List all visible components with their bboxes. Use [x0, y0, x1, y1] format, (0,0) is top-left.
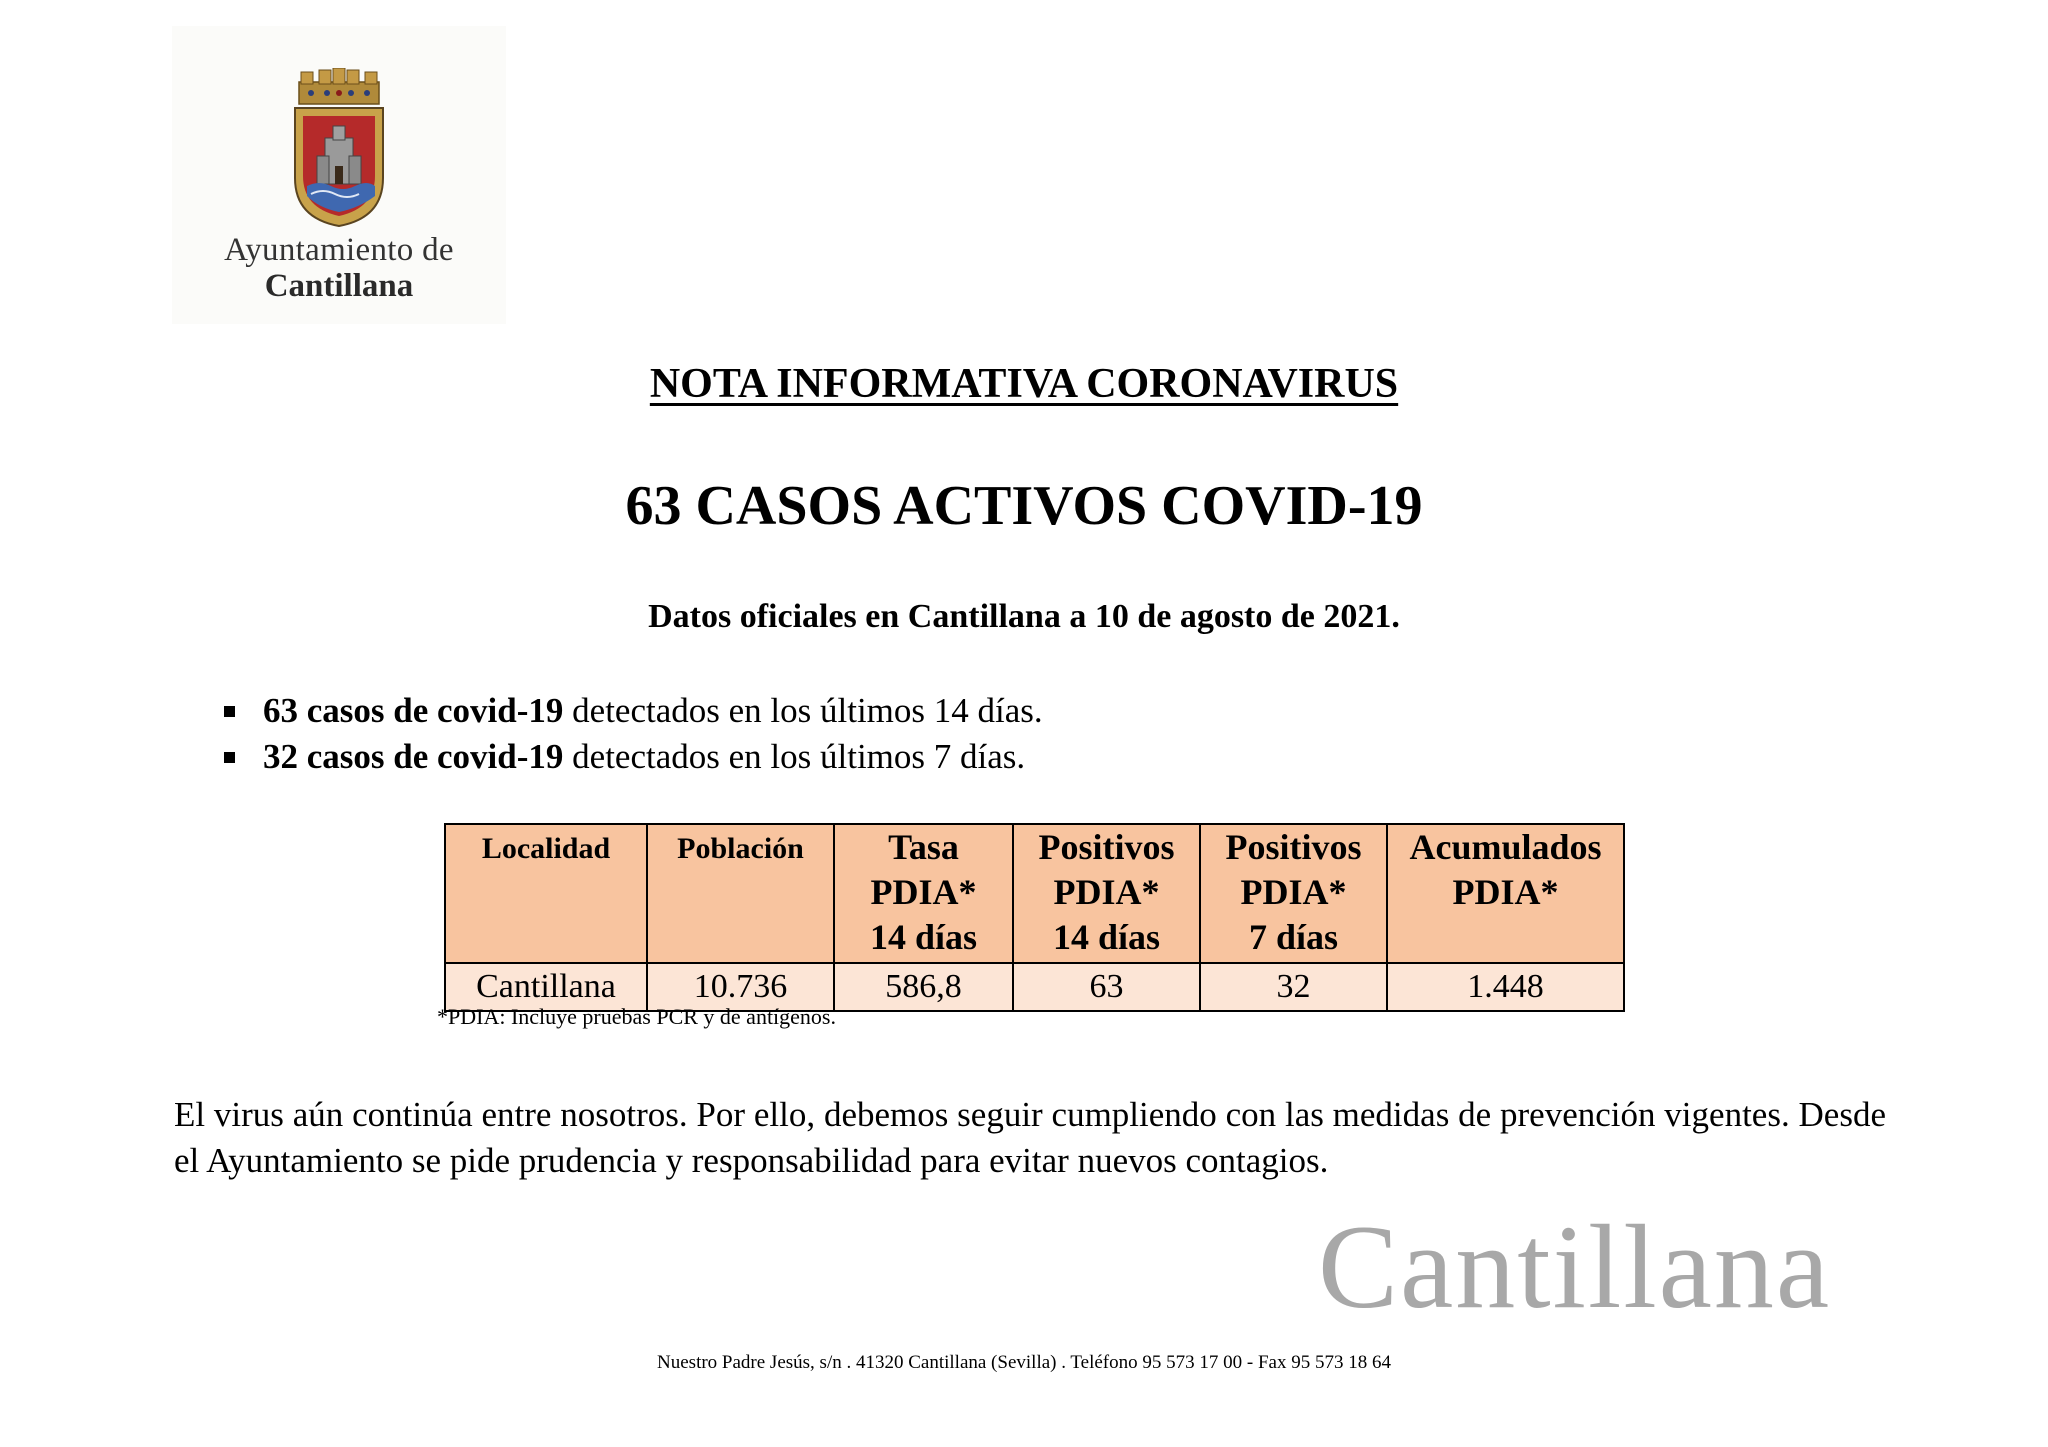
header-line: Tasa: [888, 827, 959, 867]
page-heading: NOTA INFORMATIVA CORONAVIRUS: [649, 361, 1399, 407]
square-bullet-icon: [224, 752, 235, 763]
table-footnote: *PDIA: Incluye pruebas PCR y de antígenos.: [437, 1004, 836, 1029]
header-line: PDIA*: [870, 872, 977, 912]
bullet-text: detectados en los últimos 14 días.: [563, 691, 1043, 730]
header-line: 14 días: [869, 917, 978, 957]
header-positivos-14: [1013, 824, 1200, 963]
watermark-text: Cantillana: [1318, 1200, 1832, 1333]
header-line: PDIA*: [1452, 872, 1559, 912]
list-item: [220, 688, 1620, 734]
table-header-row: [445, 824, 1624, 963]
bullet-list: [220, 688, 1620, 780]
bullet-bold-text: 32 casos de covid-19: [263, 737, 564, 776]
cell-poblacion: 10.736: [647, 963, 834, 1011]
cell-tasa: 586,8: [834, 963, 1013, 1011]
cell-localidad: Cantillana: [445, 963, 647, 1011]
page-title: 63 CASOS ACTIVOS COVID-19: [625, 475, 1423, 537]
header-line: PDIA*: [1240, 872, 1347, 912]
header-poblacion: [647, 824, 834, 963]
cell-positivos-14: 63: [1013, 963, 1200, 1011]
logo-text-ayuntamiento: Ayuntamiento de: [224, 232, 454, 268]
header-positivos-7: [1200, 824, 1387, 963]
bullet-text: detectados en los últimos 7 días.: [563, 737, 1026, 776]
header-line: Población: [677, 832, 804, 865]
logo-block: [172, 26, 506, 324]
logo-text-cantillana: Cantillana: [264, 268, 414, 304]
header-line: PDIA*: [1053, 872, 1160, 912]
header-line: Acumulados: [1409, 827, 1602, 867]
stats-table: [444, 823, 1625, 1012]
cell-positivos-7: 32: [1200, 963, 1387, 1011]
header-line: 14 días: [1052, 917, 1161, 957]
cell-acumulados: 1.448: [1387, 963, 1624, 1011]
header-line: 7 días: [1248, 917, 1339, 957]
bullet-bold-text: 63 casos de covid-19: [263, 691, 564, 730]
header-line: Positivos: [1225, 827, 1362, 867]
header-localidad: [445, 824, 647, 963]
square-bullet-icon: [224, 706, 235, 717]
header-line: Positivos: [1038, 827, 1175, 867]
header-acumulados: [1387, 824, 1624, 963]
coat-of-arms-icon: [289, 68, 389, 228]
footer-address: Nuestro Padre Jesús, s/n . 41320 Cantillana (Sevilla) . Teléfono 95 573 17 00 - Fax 95 573 18 64: [657, 1352, 1391, 1373]
list-item: [220, 734, 1620, 780]
body-paragraph: El virus aún continúa entre nosotros. Por ello, debemos seguir cumpliendo con las medidas de prevención vigentes. Desde el Ayuntamiento se pide prudencia y responsabilidad para evitar nuevos contagios.: [174, 1095, 1886, 1180]
header-line: Localidad: [481, 832, 611, 865]
date-line: Datos oficiales en Cantillana a 10 de agosto de 2021.: [648, 598, 1400, 635]
header-tasa: [834, 824, 1013, 963]
